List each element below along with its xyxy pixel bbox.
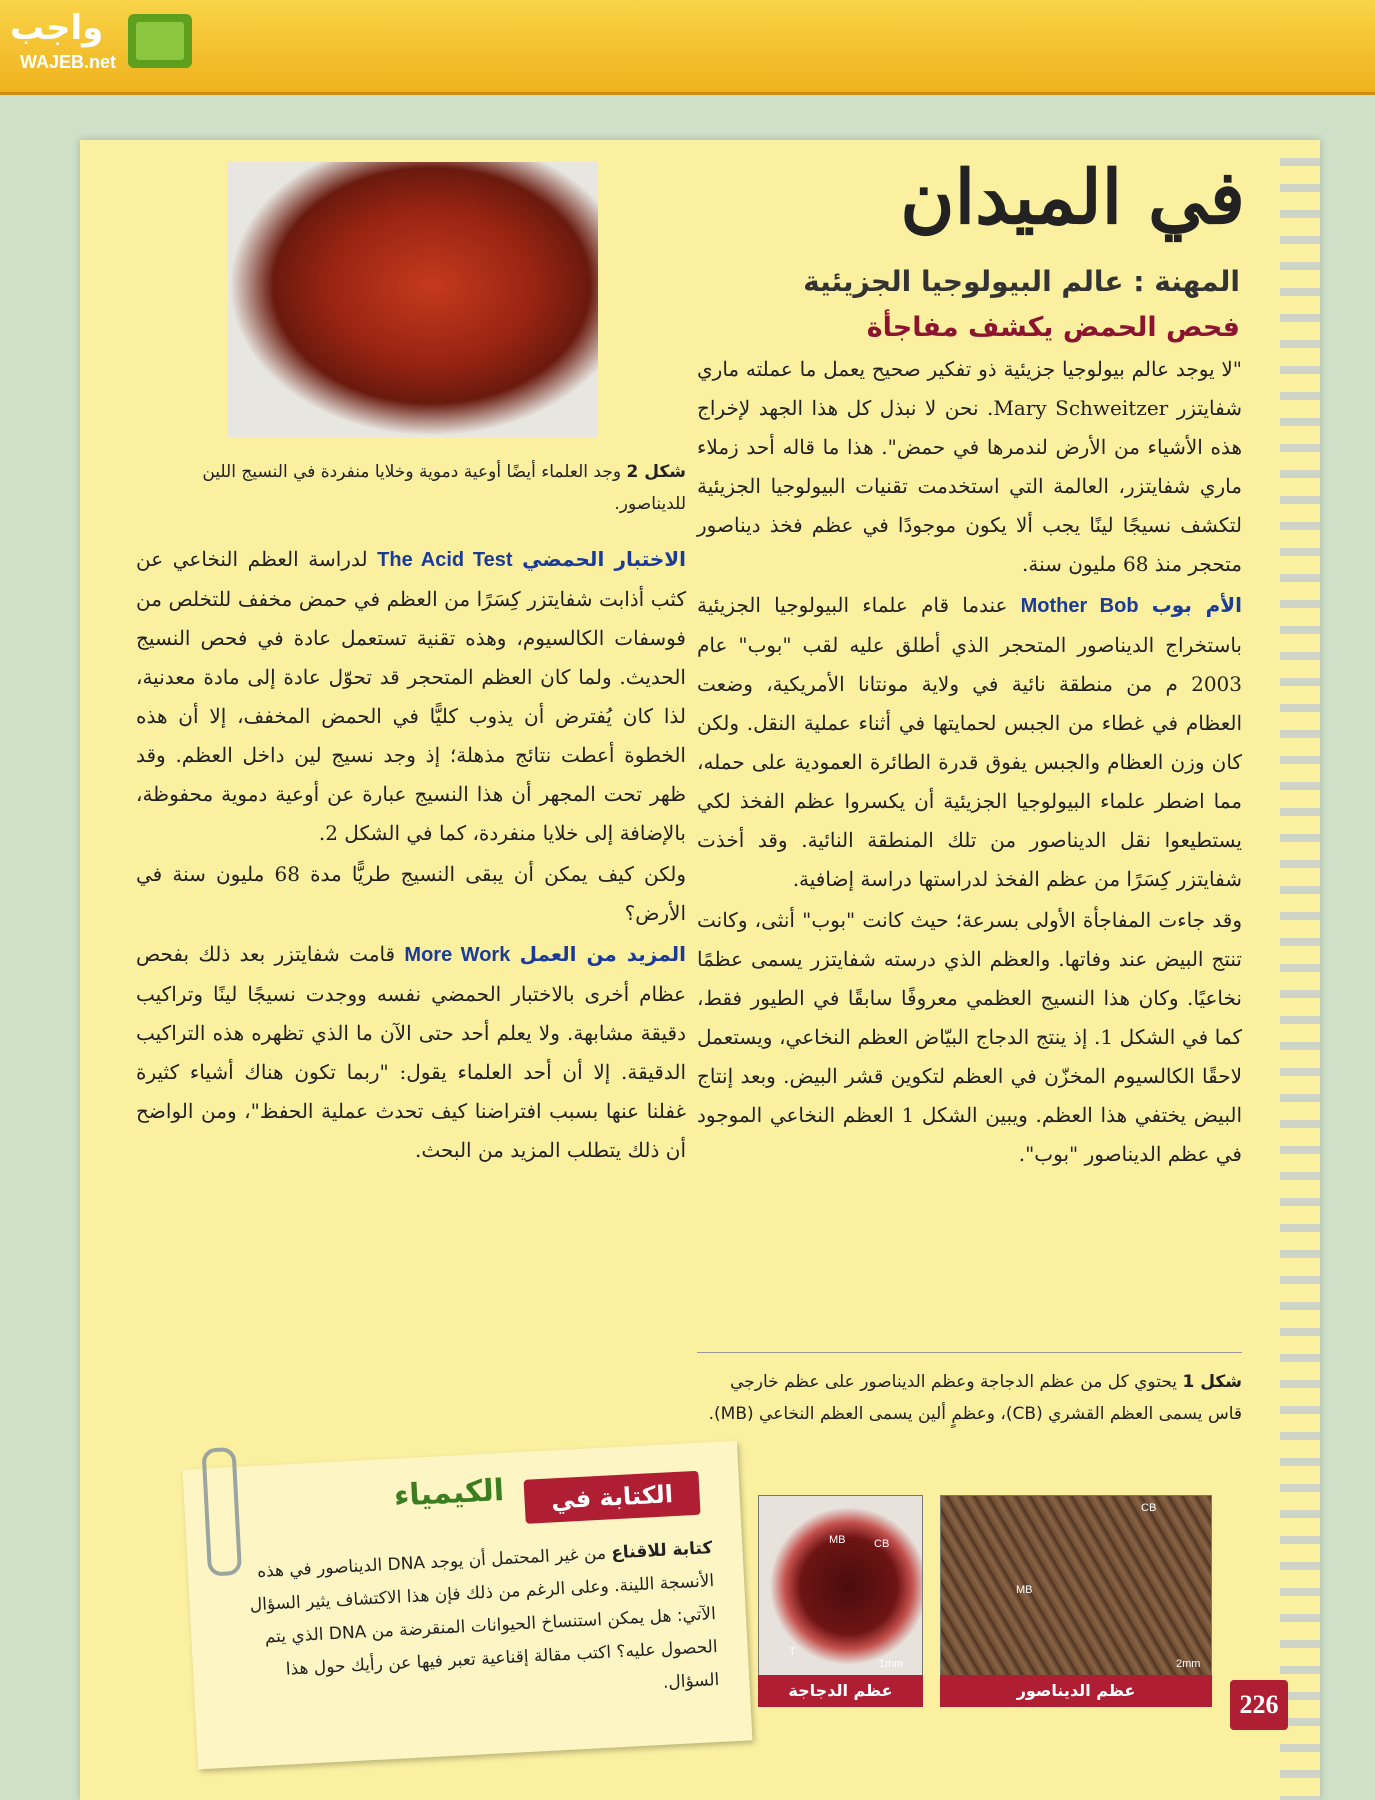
writing-label: كتابة للاقناع [610, 1538, 713, 1564]
marker-mb: MB [1016, 1584, 1033, 1596]
site-logo[interactable] [10, 8, 200, 80]
left-column [136, 540, 686, 1172]
marker-mb: MB [829, 1534, 846, 1546]
figure2-label: شكل 2 [626, 462, 686, 482]
top-bar [0, 0, 1375, 95]
dinosaur-bone-label: عظم الديناصور [940, 1675, 1212, 1707]
soft-tissue-photo [228, 162, 598, 437]
logo-arabic: واجب [10, 8, 104, 48]
article-headline: فحص الحمض يكشف مفاجأة [866, 312, 1240, 343]
paragraph-text: لدراسة العظم النخاعي عن كثب أذابت شفايتزر كِسَرًا من العظم في حمض مخفف للتخلص من فوسفات الكالسيوم، وهذه تقنية تستعمل عادة في فحص النسيج الحديث. ولما كان العظم المتحجر قد تحوّل عادة إلى مادة معدنية، لذا كان يُفترض أن يذوب كليًّا في الحمض المخفف، إلا أن هذه الخطوة أعطت نتائج مذهلة؛ إذ وجد نسيج لين داخل العظم. وقد ظهر تحت المجهر أن هذا النسيج عبارة عن أوعية دموية محفوظة، بالإضافة إلى خلايا منفردة، كما في الشكل 2. [136, 547, 686, 845]
figure1-caption [697, 1366, 1242, 1430]
page-number: 226 [1230, 1680, 1288, 1730]
scale-bar: 1mm [879, 1658, 904, 1670]
paragraph-intro: "لا يوجد عالم بيولوجيا جزيئية ذو تفكير صحيح يعمل ما عملته ماري شفايتزر Mary Schweitzer. نحن لا نبذل كل هذا الجهد لإخراج هذه الأشياء من الأرض لندمرها في حمض". هذا ما قاله أحد زملاء ماري شفايتزر، العالمة التي استخدمت تقنيات البيولوجيا الجزيئية لتكشف نسيجًا لينًا يجب ألا يكون موجودًا في عظم فخذ ديناصور متحجر منذ 68 مليون سنة. [697, 357, 1243, 576]
marker-t: T [789, 1646, 796, 1658]
writing-tab: الكتابة في [524, 1471, 701, 1524]
subheading-acid-test: الاختبار الحمضي [522, 547, 687, 571]
figure1-text: يحتوي كل من عظم الدجاجة وعظم الديناصور على عظم خارجي قاس يسمى العظم القشري (CB)، وعظمٍ ألين يسمى العظم النخاعي (MB). [708, 1372, 1242, 1424]
subheading-more-work-en: More Work [404, 944, 511, 966]
writing-text: من غير المحتمل أن يوجد DNA الديناصور في هذه الأنسجة اللينة. وعلى الرغم من ذلك فإن هذا الاكتشاف يثير السؤال الآتي: هل يمكن استنساخ الحيوانات المنقرضة من DNA الذي يتم الحصول عليه؟ اكتب مقالة إقناعية تعبر فيها عن رأيك حول هذا السؤال. [249, 1543, 720, 1693]
paragraph-surprise: وقد جاءت المفاجأة الأولى بسرعة؛ حيث كانت "بوب" أنثى، وكانت تنتج البيض عند وفاتها. والعظم الذي درسته شفايتزر يسمى عظمًا نخاعيًا. وكان هذا النسيج العظمي معروفًا سابقًا في الطيور فقط، كما في الشكل 1. إذ ينتج الدجاج البيّاض العظم النخاعي، ويستعمل لاحقًا الكالسيوم المخزّن في العظم لتكوين قشر البيض. وبعد إنتاج البيض يختفي هذا العظم. ويبين الشكل 1 العظم النخاعي الموجود في عظم الديناصور "بوب". [697, 908, 1243, 1166]
writing-subject: الكيمياء [393, 1472, 505, 1514]
subheading-mother-bob-en: Mother Bob [1020, 595, 1139, 617]
page-title: في الميدان [900, 155, 1245, 241]
marker-cb: CB [874, 1538, 890, 1550]
paragraph-more-work [136, 935, 686, 1170]
subheading-acid-test-en: The Acid Test [377, 549, 513, 571]
textbook-page [80, 140, 1320, 1800]
divider [697, 1352, 1242, 1353]
figure2-text: وجد العلماء أيضًا أوعية دموية وخلايا منفردة في النسيج اللين للديناصور. [202, 462, 686, 514]
paragraph-text: عندما قام علماء البيولوجيا الجزيئية باستخراج الديناصور المتحجر الذي أطلق عليه لقب "بوب" عام 2003 م من منطقة نائية في ولاية مونتانا الأمريكية، وضعت العظام في غطاء من الجبس لحمايتها في أثناء عملية النقل. ولكن كان وزن العظام والجبس يفوق قدرة الطائرة العمودية على حمله، مما اضطر علماء البيولوجيا الجزيئية أن يكسروا عظم الفخذ لكي يستطيعوا نقل الديناصور من تلك المنطقة النائية. وقد أخذت شفايتزر كِسَرًا من عظم الفخذ لدراستها دراسة إضافية. [697, 593, 1242, 891]
paragraph-text: قامت شفايتزر بعد ذلك بفحص عظام أخرى بالاختبار الحمضي نفسه ووجدت نسيجًا لينًا وتراكيب دقيقة مشابهة. ولا يعلم أحد حتى الآن ما الذي تظهره هذه التراكيب الدقيقة. إلا أن أحد العلماء يقول: "ربما تكون هناك أشياء كثيرة غفلنا عنها بسبب افتراضنا كيف تحدث عملية الحفظ"، ومن الواضح أن ذلك يتطلب المزيد من البحث. [136, 942, 686, 1162]
figure2-caption [136, 456, 686, 520]
paragraph-question: ولكن كيف يمكن أن يبقى النسيج طريًّا مدة 68 مليون سنة في الأرض؟ [136, 862, 686, 925]
career-heading: المهنة : عالم البيولوجيا الجزيئية [803, 265, 1240, 298]
chicken-bone-label: عظم الدجاجة [758, 1675, 923, 1707]
scale-bar: 2mm [1176, 1658, 1201, 1670]
marker-cb: CB [1141, 1502, 1157, 1514]
subheading-mother-bob: الأم بوب [1151, 593, 1243, 617]
paragraph-mother-bob [697, 586, 1242, 899]
paragraph-acid-test [136, 540, 686, 853]
logo-english: WAJEB.net [20, 52, 117, 72]
subheading-more-work: المزيد من العمل [519, 942, 686, 966]
figure1-label: شكل 1 [1182, 1372, 1242, 1392]
book-icon [128, 14, 192, 68]
dinosaur-bone-photo [940, 1495, 1212, 1677]
writing-prompt [242, 1532, 720, 1721]
right-column [697, 350, 1242, 1176]
chicken-bone-photo [758, 1495, 923, 1677]
notebook-binding [1280, 140, 1320, 1800]
writing-box [183, 1441, 753, 1770]
paperclip-icon [201, 1447, 242, 1577]
